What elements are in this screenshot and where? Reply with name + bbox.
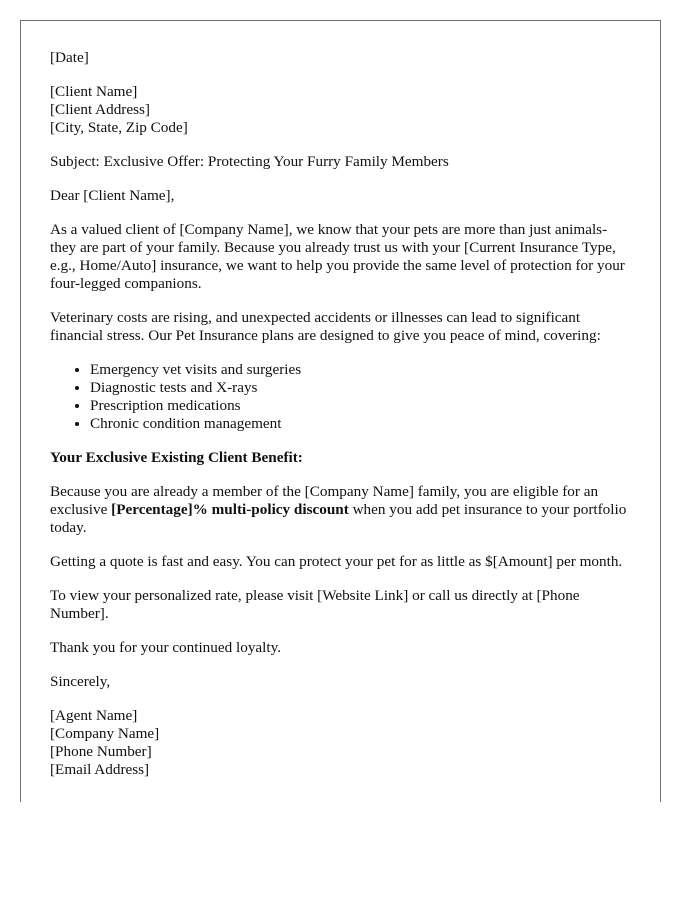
client-name: [Client Name] [50, 83, 138, 100]
email-address: [Email Address] [50, 761, 150, 778]
salutation: Dear [Client Name], [50, 187, 175, 204]
benefit-heading: Your Exclusive Existing Client Benefit: [50, 449, 303, 466]
benefit-text-before: Because you are already a member of the [Company Name] family, you are eligible for an exclusive [50, 483, 599, 518]
agent-name: [Agent Name] [50, 707, 138, 724]
costs-paragraph: Veterinary costs are rising, and unexpected accidents or illnesses can lead to significant financial stress. Our Pet Insurance plans are designed to give you peace of mind, covering: [50, 309, 601, 344]
benefit-text-after: when you add pet insurance to your portfolio today. [50, 501, 627, 536]
list-item: • Emergency vet visits and surgeries [90, 361, 631, 379]
signature-block [50, 707, 631, 779]
closing: Sincerely, [50, 673, 111, 690]
contact-paragraph: To view your personalized rate, please visit [Website Link] or call us directly at [Phone Number]. [50, 587, 580, 622]
list-item: • Diagnostic tests and X-rays [90, 379, 631, 397]
client-address: [Client Address] [50, 101, 150, 118]
letter-page [20, 20, 661, 802]
recipient-address-block [50, 83, 631, 137]
list-item: • Prescription medications [90, 397, 631, 415]
list-item: • Chronic condition management [90, 415, 631, 433]
client-city-state-zip: [City, State, Zip Code] [50, 119, 188, 136]
benefit-paragraph [50, 483, 631, 537]
phone-number: [Phone Number] [50, 743, 152, 760]
letter-date [50, 49, 631, 67]
coverage-list [50, 361, 631, 433]
subject-line: Subject: Exclusive Offer: Protecting Your Furry Family Members [50, 153, 449, 170]
discount-highlight: [Percentage]% multi-policy discount [111, 501, 349, 518]
intro-paragraph: As a valued client of [Company Name], we know that your pets are more than just animals-they are part of your family. Because you already trust us with your [Current Insurance Type, e.g., Home/Auto] insurance, we want to help you provide the same level of protection for your four-legged companions. [50, 221, 625, 292]
date-text: [Date] [50, 49, 89, 66]
thanks-paragraph: Thank you for your continued loyalty. [50, 639, 281, 656]
quote-paragraph: Getting a quote is fast and easy. You can protect your pet for as little as $[Amount] per month. [50, 553, 623, 570]
company-name: [Company Name] [50, 725, 160, 742]
